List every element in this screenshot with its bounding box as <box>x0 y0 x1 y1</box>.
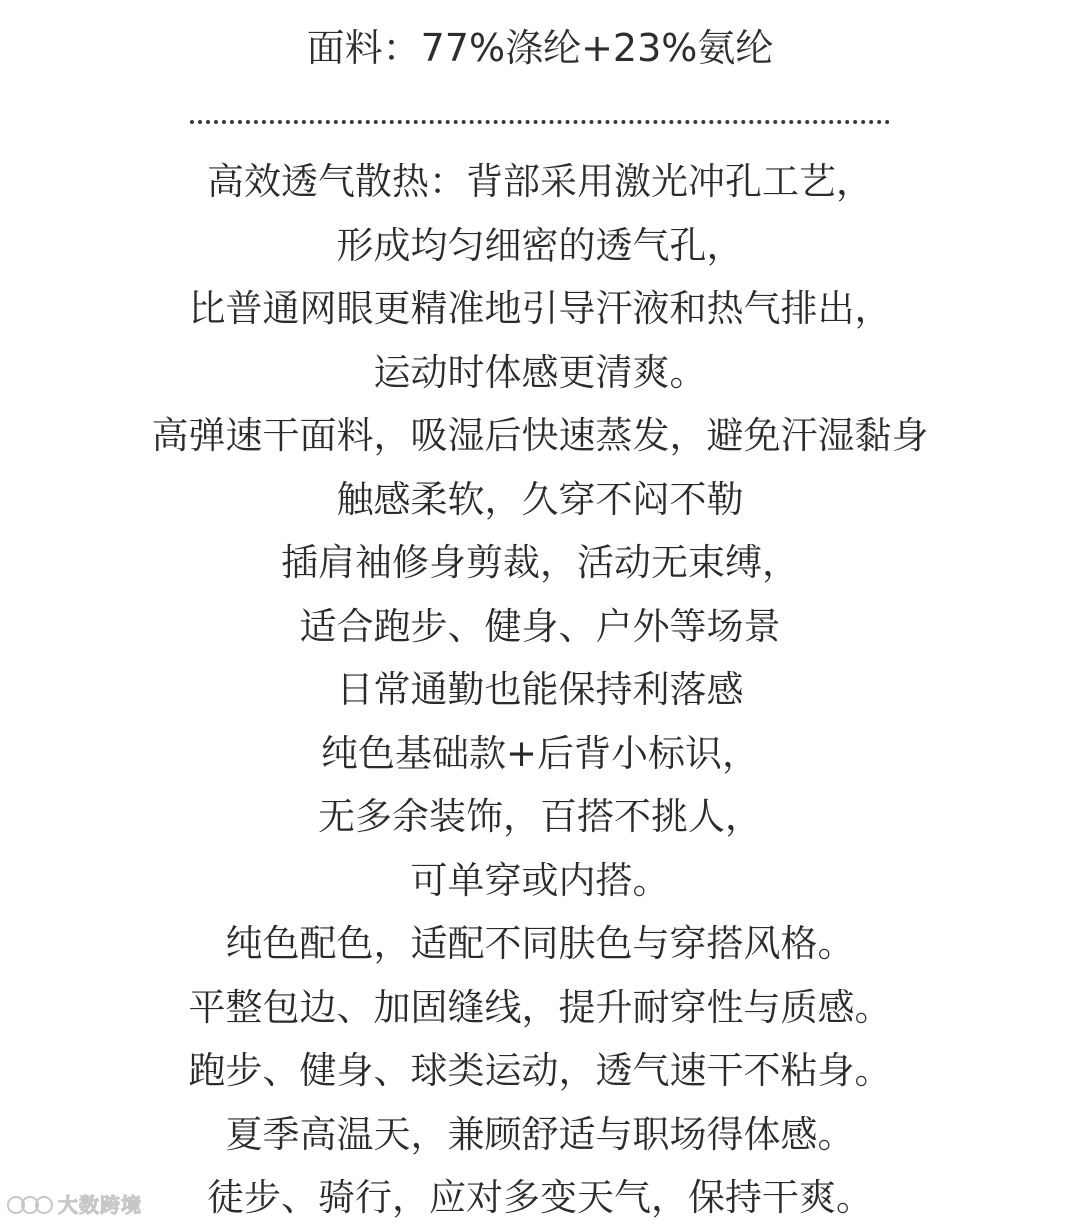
feature-line: 纯色配色，适配不同肤色与穿搭风格。 <box>225 922 855 965</box>
watermark <box>6 1190 142 1220</box>
feature-line: 纯色基础款+后背小标识， <box>320 731 759 775</box>
fabric-composition: 面料：77%涤纶+23%氨纶 <box>306 26 774 70</box>
feature-line: 平整包边、加固缝线，提升耐穿性与质感。 <box>188 985 892 1029</box>
feature-line: 运动时体感更清爽。 <box>373 350 707 394</box>
feature-line: 夏季高温天，兼顾舒适与职场得体感。 <box>225 1112 855 1156</box>
feature-line: 高弹速干面料，吸湿后快速蒸发，避免汗湿黏身 <box>151 414 929 457</box>
brand-logo-icon <box>6 1192 54 1218</box>
feature-line: 适合跑步、健身、户外等场景 <box>299 604 781 648</box>
feature-line: 日常通勤也能保持利落感 <box>336 668 744 711</box>
feature-line: 高效透气散热：背部采用激光冲孔工艺， <box>207 160 873 203</box>
feature-line: 无多余装饰，百搭不挑人， <box>318 795 762 838</box>
dotted-divider <box>190 120 890 124</box>
watermark-text: 大数跨境 <box>58 1193 142 1217</box>
feature-list <box>0 150 1080 1230</box>
feature-line: 插肩袖修身剪裁，活动无束缚， <box>281 541 799 584</box>
feature-line: 形成均匀细密的透气孔， <box>336 223 744 267</box>
feature-line: 触感柔软，久穿不闷不勒 <box>336 477 744 521</box>
feature-line: 跑步、健身、球类运动，透气速干不粘身。 <box>188 1049 892 1092</box>
feature-line: 比普通网眼更精准地引导汗液和热气排出， <box>188 287 892 330</box>
feature-line: 可单穿或内搭。 <box>410 858 670 902</box>
feature-line: 徒步、骑行，应对多变天气，保持干爽。 <box>207 1176 873 1219</box>
